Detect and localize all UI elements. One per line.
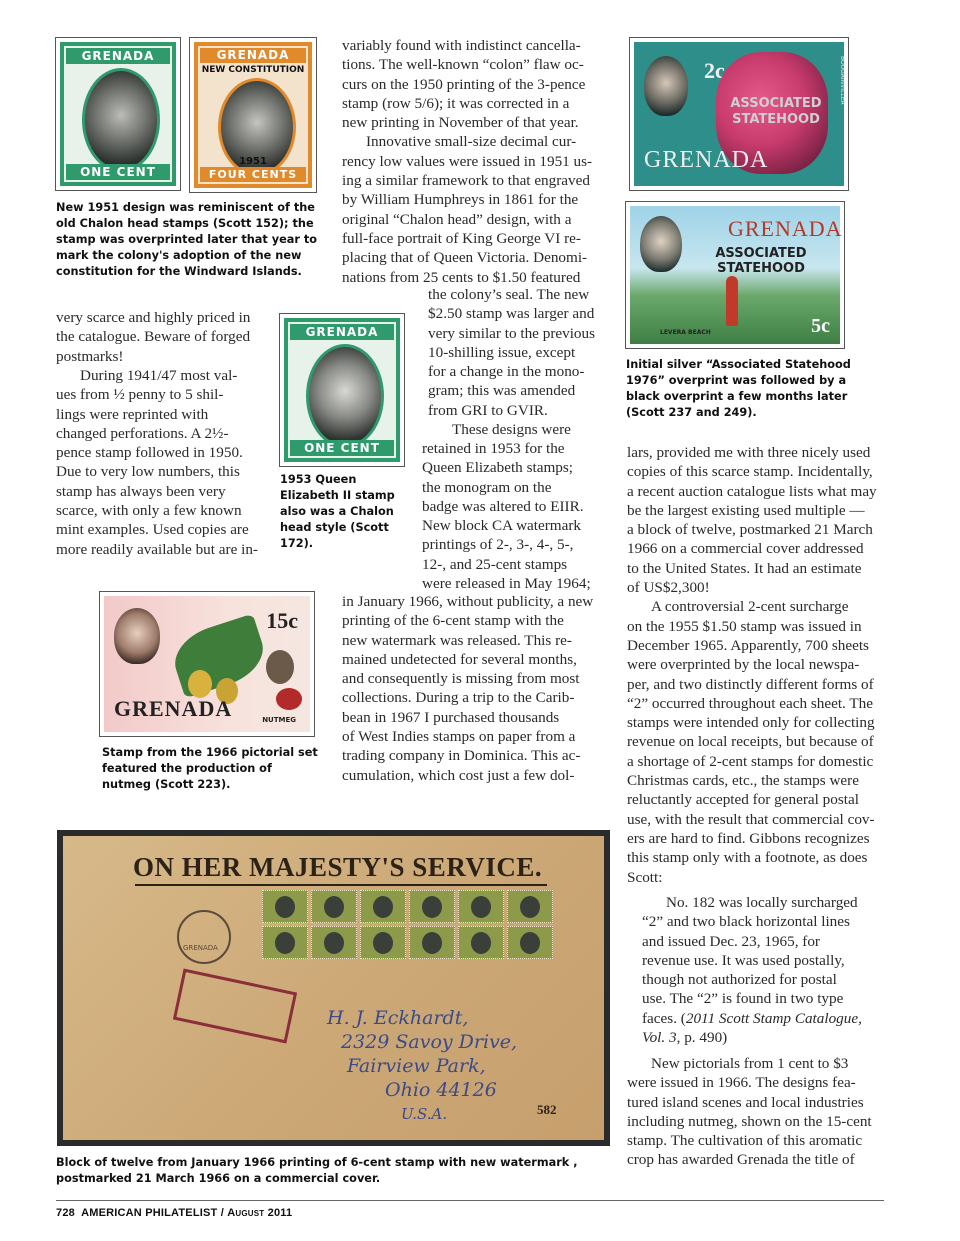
text-right-block-1 [627,443,884,887]
line: retained in 1953 for the [422,440,565,457]
line: “2” and two black horizontal lines [642,913,850,931]
line: use. The “2” is found in two type [642,990,844,1008]
line: to the United States. It had an estimate [627,559,862,577]
stamp-value: 15c [266,608,298,633]
line: from GRI to GVIR. [428,401,548,419]
block-stamp-portrait [520,896,540,918]
line: curs on the 1950 printing of the 3-pence [342,75,586,93]
block-stamp [311,890,357,923]
quote-text: faces. ( [642,1009,686,1027]
line: 1966 on a commercial cover addressed [627,540,864,558]
line: tions. The well-known “colon” flaw oc- [342,56,584,74]
line: per, and two distinctly different forms of [627,675,874,693]
postmark-text: GRENADA [183,944,218,952]
block-stamp-portrait [422,932,442,954]
line: No. 182 was locally surcharged [666,894,858,911]
stamp-bottom-label: FOUR CENTS [200,167,306,182]
line: postmarks! [56,347,124,365]
cover-header: ON HER MAJESTY'S SERVICE. [133,852,543,882]
caption-1953: 1953 Queen Elizabeth II stamp also was a Chalon head style (Scott 172). [280,473,395,550]
text-left-block-2 [56,366,260,559]
line: a recent auction catalogue lists what may [627,482,877,500]
line: Christmas cards, etc., the stamps were [627,772,859,790]
overprint-new-constitution: NEW CONSTITUTION [201,65,305,75]
block-stamp [262,926,308,959]
block-stamp [409,890,455,923]
footer-rule [56,1200,884,1201]
line: new watermark was released. This re- [342,631,572,649]
block-stamp-portrait [275,896,295,918]
stamp-country: GRENADA [728,216,843,241]
line: printing of the 6-cent stamp with the [342,612,564,630]
block-stamp [458,926,504,959]
line: 10-shilling issue, except [428,343,576,361]
stamp-1966-nutmeg [100,592,314,736]
line: Scott: [627,868,663,886]
stamp-top-label: GRENADA [66,48,170,64]
block-stamp [507,890,553,923]
stamp-block-of-twelve [262,890,556,962]
line: the colony’s seal. The new [428,286,590,303]
line: placing that of Queen Victoria. Denomi- [342,249,588,267]
line: this stamp only with a footnote, as does [627,849,868,867]
stamp-label: LEVERA BEACH [660,329,711,336]
line: nations from 25 cents to $1.50 featured [342,268,581,286]
commercial-cover [57,830,610,1146]
nutmeg-seed [266,650,294,684]
block-stamp-portrait [373,896,393,918]
block-stamp [409,926,455,959]
text-mid-block-4 [342,592,599,785]
line: New pictorials from 1 cent to $3 [651,1055,849,1072]
text-right-block-2 [627,1054,884,1170]
line: by William Humphreys in 1861 for the [342,191,579,209]
block-stamp [360,890,406,923]
stamp-associated-statehood-silver [630,38,848,190]
line: collections. During a trip to the Carib- [342,689,575,707]
block-stamp-portrait [422,896,442,918]
line: printings of 2-, 3-, 4-, 5-, [422,536,574,554]
line: new printing in November of that year. [342,114,579,132]
line: trading company in Dominica. This ac- [342,747,581,765]
address-line: Fairview Park, [347,1055,486,1077]
block-stamp-portrait [471,896,491,918]
address-line: U.S.A. [401,1105,448,1123]
line: for a change in the mono- [428,363,585,381]
block-stamp-portrait [324,932,344,954]
addressee [327,1006,517,1126]
line: original “Chalon head” design, with a [342,210,572,228]
address-line: H. J. Eckhardt, [327,1007,469,1029]
line: crop has awarded Grenada the title of [627,1151,855,1169]
line: changed perforations. A 2½- [56,424,229,442]
portrait-queen [640,216,682,272]
block-stamp-portrait [520,932,540,954]
line: the monogram on the [422,478,552,496]
stamp-country: GRENADA [644,147,769,173]
stamp-1951-four-cents [190,38,316,192]
stamp-country: GRENADA [114,696,233,721]
line: ers are hard to find. Gibbons recognizes [627,829,870,847]
line: on the 1955 $1.50 stamp was issued in [627,617,862,635]
line: New block CA watermark [422,517,582,535]
nutmeg-fruit [188,670,212,698]
line: “2” occurred throughout each sheet. The [627,694,873,712]
overprint-associated-statehood: ASSOCIATED STATEHOOD [730,96,822,127]
line: revenue on local receipts, but because of [627,733,874,751]
line: were released in May 1964; [422,575,591,593]
stamp-side-label: BOUGAINVILLEA [839,56,846,105]
stamp-bottom-label: ONE CENT [290,440,394,456]
block-stamp-portrait [471,932,491,954]
overprint-year: 1951 [239,156,267,167]
stamp-1951-one-cent [56,38,180,190]
portrait-oval [306,344,384,448]
block-stamp [360,926,406,959]
issue-date: August 2011 [227,1207,293,1219]
line: lars, provided me with three nicely used [627,444,871,461]
line: 12-, and 25-cent stamps [422,555,568,573]
line: were overprinted by the local newspa- [627,656,860,674]
line: be the largest existing used multiple — [627,501,865,519]
stamp-value: 5c [811,315,830,337]
line: lings were reprinted with [56,405,209,423]
block-stamp-portrait [373,932,393,954]
overprint-associated-statehood: ASSOCIATED STATEHOOD [715,246,807,276]
line: including nutmeg, shown on the 15-cent [627,1112,872,1130]
cover-header-rule [135,884,547,886]
line: bean in 1967 I purchased thousands [342,708,560,726]
text-mid-block-2 [428,285,599,439]
portrait-oval [82,68,160,172]
stamp-top-label: GRENADA [200,48,306,63]
line: pence stamp followed in 1950. [56,444,243,462]
block-stamp [507,926,553,959]
cover-number: 582 [537,1102,557,1117]
block-stamp [458,890,504,923]
line: copies of this scarce stamp. Incidentally, [627,463,873,481]
line: reluctantly accepted for general postal [627,791,859,809]
line: ues from ½ penny to 5 shil- [56,386,224,404]
line: a block of twelve, postmarked 21 March [627,521,873,539]
line: the catalogue. Beware of forged [56,328,251,346]
stamp-bottom-label: ONE CENT [66,164,170,180]
line [642,1009,868,1048]
line: rency low values were issued in 1951 us- [342,152,593,170]
stamp-top-label: GRENADA [290,324,394,340]
line: Queen Elizabeth stamps; [422,459,573,477]
page-footer: 728 AMERICAN PHILATELIST / August 2011 [56,1207,293,1219]
line: though not authorized for postal [642,971,837,989]
page-number: 728 [56,1207,75,1219]
stamp-value: 2c [704,58,725,83]
line: ing a similar framework to that engraved [342,172,590,190]
line: $2.50 stamp was larger and [428,305,595,323]
line: December 1965. Apparently, 700 sheets [627,636,869,654]
line: cumulation, which cost just a few dol- [342,766,575,784]
line: mint examples. Used copies are [56,521,249,539]
caption-cover: Block of twelve from January 1966 printing of 6-cent stamp with new watermark , postmarked 21 March 1966 on a commercial cover. [56,1156,578,1185]
line: were issued in 1966. The designs fea- [627,1074,856,1092]
line: and consequently is missing from most [342,670,580,688]
line: very similar to the previous [428,324,596,342]
block-stamp-portrait [275,932,295,954]
line: mained undetected for several months, [342,650,577,668]
block-stamp [311,926,357,959]
line: stamp. The cultivation of this aromatic [627,1132,863,1150]
line: During 1941/47 most val- [80,367,238,384]
line: badge was altered to EIIR. [422,497,584,515]
line: stamp has always been very [56,482,226,500]
address-line: 2329 Savoy Drive, [341,1031,518,1053]
line: scarce, with only a few known [56,502,242,520]
quote-end: , p. 490) [676,1029,728,1047]
text-mid-block-3 [422,439,599,593]
block-stamp-portrait [324,896,344,918]
line: gram; this was amended [428,382,576,400]
address-line: Ohio 44126 [385,1079,497,1101]
block-stamp [262,890,308,923]
line: of US$2,300! [627,579,710,597]
caption-1976: Initial silver “Associated Statehood 1976” overprint was followed by a black overprint a few months later (Scott 237 and 249). [626,358,851,419]
line: use, with the result that commercial cov- [627,810,875,828]
stamp-label: NUTMEG [262,716,296,724]
line: Due to very low numbers, this [56,463,240,481]
line: stamp (row 5/6); it was corrected in a [342,94,570,112]
line: A controversial 2-cent surcharge [651,598,849,616]
line: variably found with indistinct cancella- [342,37,581,54]
line: and issued Dec. 23, 1965, for [642,932,820,950]
text-mid-block-1 [342,36,599,287]
portrait-queen [114,608,160,664]
line: tured island scenes and local industries [627,1093,864,1111]
quote-citation: 2011 Scott Stamp Catalogue, Vol. 3 [642,1009,862,1047]
stamp-associated-statehood-black [626,202,844,348]
line: of West Indies stamps on paper from a [342,728,576,746]
line: These designs were [452,421,571,439]
line: Innovative small-size decimal cur- [366,133,577,151]
caption-1951: New 1951 design was reminiscent of the old Chalon head stamps (Scott 152); the stamp was overprinted later that year to mark the colony's adoption of the new constitution for the Windward Islands. [56,201,318,278]
magazine-name: AMERICAN PHILATELIST [81,1207,218,1219]
line: in January 1966, without publicity, a new [342,593,594,610]
line: revenue use. It was used postally, [642,951,845,969]
figure-woman [726,276,738,326]
stamp-1953-queen-elizabeth [280,314,404,466]
caption-1966: Stamp from the 1966 pictorial set featured the production of nutmeg (Scott 223). [102,746,318,791]
line: a shortage of 2-cent stamps for domestic [627,752,874,770]
line: full-face portrait of King George VI re- [342,229,581,247]
mace-red [276,688,302,710]
portrait-queen [644,56,688,116]
blockquote-scott [642,893,868,1047]
line: stamps were intended only for collecting [627,714,875,732]
text-left-block-1 [56,308,260,366]
postmark-circle [177,910,231,964]
line: more readily available but are in- [56,540,258,558]
line: very scarce and highly priced in [56,309,251,326]
